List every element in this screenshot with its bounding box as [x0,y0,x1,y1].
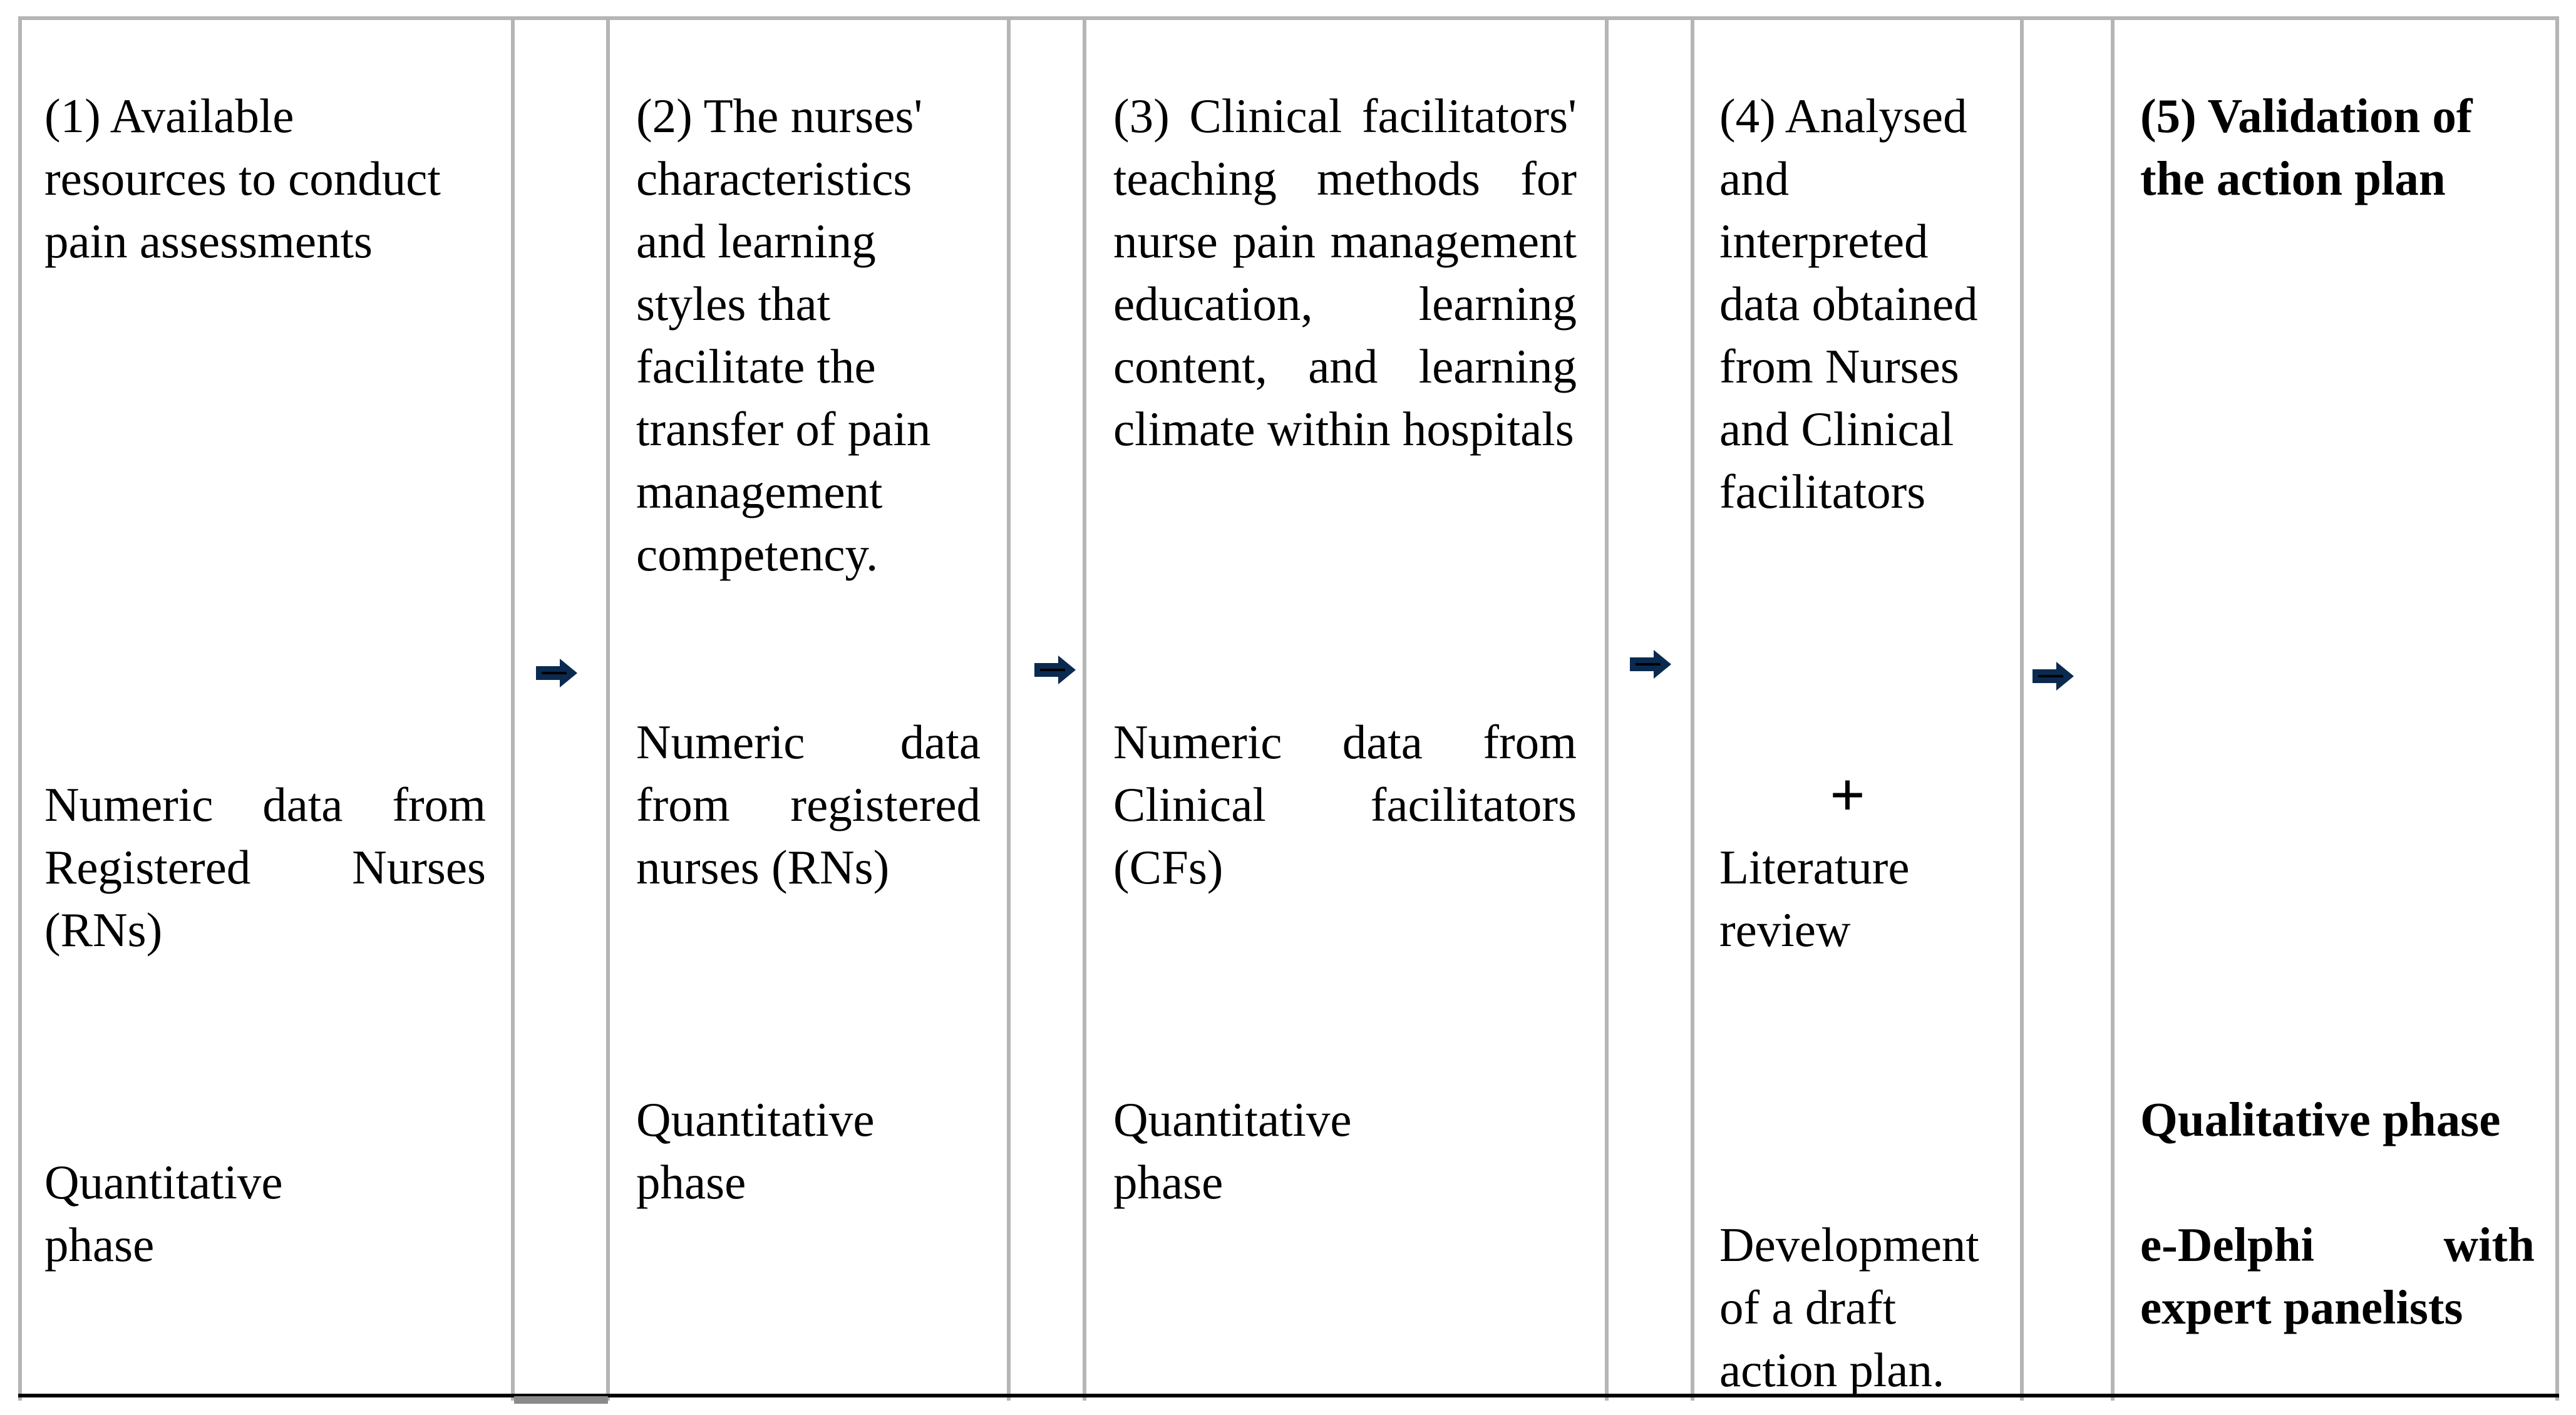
step3-title: (3) Clinical facilitators' teaching methods for nurse pain management education, learning content, and learning climate within hospitals [1113,89,1577,456]
step2-title: (2) The nurses' characteristics and learning styles that facilitate the transfer of pain management competency. [636,89,931,581]
bottom-marker [514,1396,608,1404]
step4-output: Development of a draft action plan. [1719,1218,1979,1397]
step5-method: e-Delphi with expert panelists [2140,1218,2535,1334]
step1-title: (1) Available resources to conduct pain assessments [44,89,441,268]
column-divider [2111,16,2115,1401]
step5-title: (5) Validation of the action plan [2140,89,2473,205]
column-divider [1083,16,1086,1401]
step1-data-source: Numeric data from Registered Nurses (RNs) [44,778,486,957]
right-arrow-icon [536,659,577,687]
column-divider [1605,16,1609,1401]
column-divider [1007,16,1011,1401]
right-arrow-icon [1630,650,1671,679]
column-divider [18,16,22,1401]
column-divider [511,16,515,1401]
step1-phase: Quantitative phase [44,1155,283,1272]
step4-title: (4) Analysed and interpreted data obtained from Nurses and Clinical facilitators [1719,89,1978,518]
step4-data-source: Literature review [1719,840,1910,957]
step3-data-source: Numeric data from Clinical facilitators (CFs) [1113,715,1577,894]
right-arrow-icon [1034,656,1076,684]
column-divider [2020,16,2024,1401]
plus-icon: + [1830,760,1865,830]
right-arrow-icon [2032,662,2074,691]
step2-phase: Quantitative phase [636,1093,875,1209]
column-divider [606,16,610,1401]
step2-data-source: Numeric data from registered nurses (RNs) [636,715,981,894]
step3-phase: Quantitative phase [1113,1093,1352,1209]
step5-phase: Qualitative phase [2140,1093,2501,1146]
table-bottom-rule [18,1394,2559,1397]
column-divider [1691,16,1694,1401]
